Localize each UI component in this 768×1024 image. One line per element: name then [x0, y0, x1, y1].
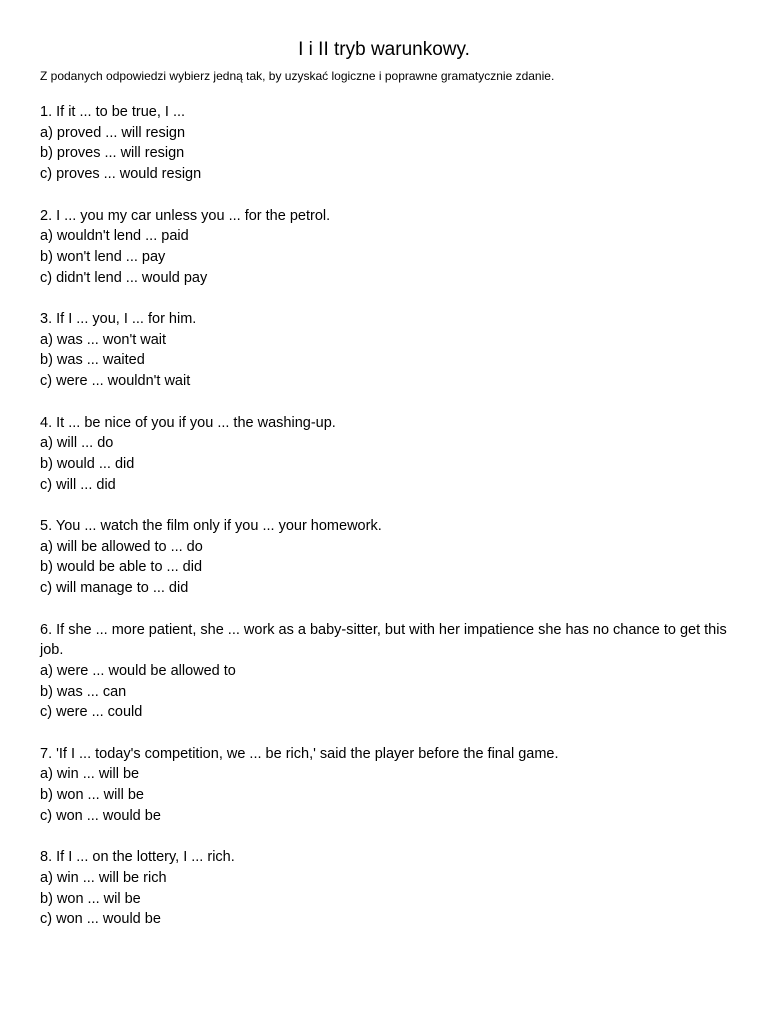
- answer-option-c: c) will ... did: [40, 476, 116, 493]
- answer-option-b: b) was ... can: [40, 683, 127, 700]
- question-text: 4. It ... be nice of you if you ... the washing-up.: [40, 414, 336, 431]
- answer-option-a: a) win ... will be rich: [40, 869, 167, 886]
- question-text: 6. If she ... more patient, she ... work as a baby-sitter, but with her impatience she has no chance to get this job.: [40, 621, 727, 659]
- answer-option-b: b) won't lend ... pay: [40, 248, 166, 265]
- answer-option-c: c) didn't lend ... would pay: [40, 269, 208, 286]
- question-text: 8. If I ... on the lottery, I ... rich.: [40, 849, 235, 866]
- question-text: 7. 'If I ... today's competition, we ... be rich,' said the player before the final game.: [40, 745, 559, 762]
- question-7: [40, 744, 730, 827]
- question-8: [40, 847, 730, 930]
- page-title: I i II tryb warunkowy.: [298, 39, 470, 60]
- question-1: [40, 102, 730, 185]
- question-2: [40, 206, 730, 289]
- question-text: 2. I ... you my car unless you ... for the petrol.: [40, 207, 331, 224]
- question-3: [40, 309, 730, 392]
- question-list: [40, 102, 730, 951]
- answer-option-b: b) won ... wil be: [40, 890, 141, 907]
- answer-option-c: c) were ... could: [40, 704, 143, 721]
- question-4: [40, 413, 730, 496]
- question-text: 3. If I ... you, I ... for him.: [40, 311, 197, 327]
- answer-option-a: a) proved ... will resign: [40, 124, 186, 141]
- answer-option-a: a) win ... will be: [40, 766, 140, 783]
- answer-option-b: b) would be able to ... did: [40, 559, 203, 576]
- answer-option-a: a) was ... won't wait: [40, 331, 167, 348]
- instruction-text: Z podanych odpowiedzi wybierz jedną tak, by uzyskać logiczne i poprawne gramatycznie zdanie.: [40, 69, 555, 83]
- question-text: 5. You ... watch the film only if you ... your homework.: [40, 518, 382, 534]
- answer-option-b: b) proves ... will resign: [40, 145, 185, 162]
- answer-option-a: a) were ... would be allowed to: [40, 662, 236, 679]
- answer-option-b: b) was ... waited: [40, 352, 145, 369]
- question-5: [40, 516, 730, 599]
- answer-option-c: c) won ... would be: [40, 911, 161, 928]
- answer-option-b: b) would ... did: [40, 455, 135, 472]
- question-text: 1. If it ... to be true, I ...: [40, 104, 186, 120]
- answer-option-c: c) proves ... would resign: [40, 166, 202, 183]
- answer-option-a: a) wouldn't lend ... paid: [40, 228, 189, 245]
- answer-option-c: c) won ... would be: [40, 807, 161, 824]
- answer-option-b: b) won ... will be: [40, 787, 144, 804]
- question-6: [40, 620, 730, 724]
- answer-option-c: c) were ... wouldn't wait: [40, 373, 191, 390]
- answer-option-c: c) will manage to ... did: [40, 580, 189, 597]
- answer-option-a: a) will be allowed to ... do: [40, 538, 203, 555]
- answer-option-a: a) will ... do: [40, 435, 114, 452]
